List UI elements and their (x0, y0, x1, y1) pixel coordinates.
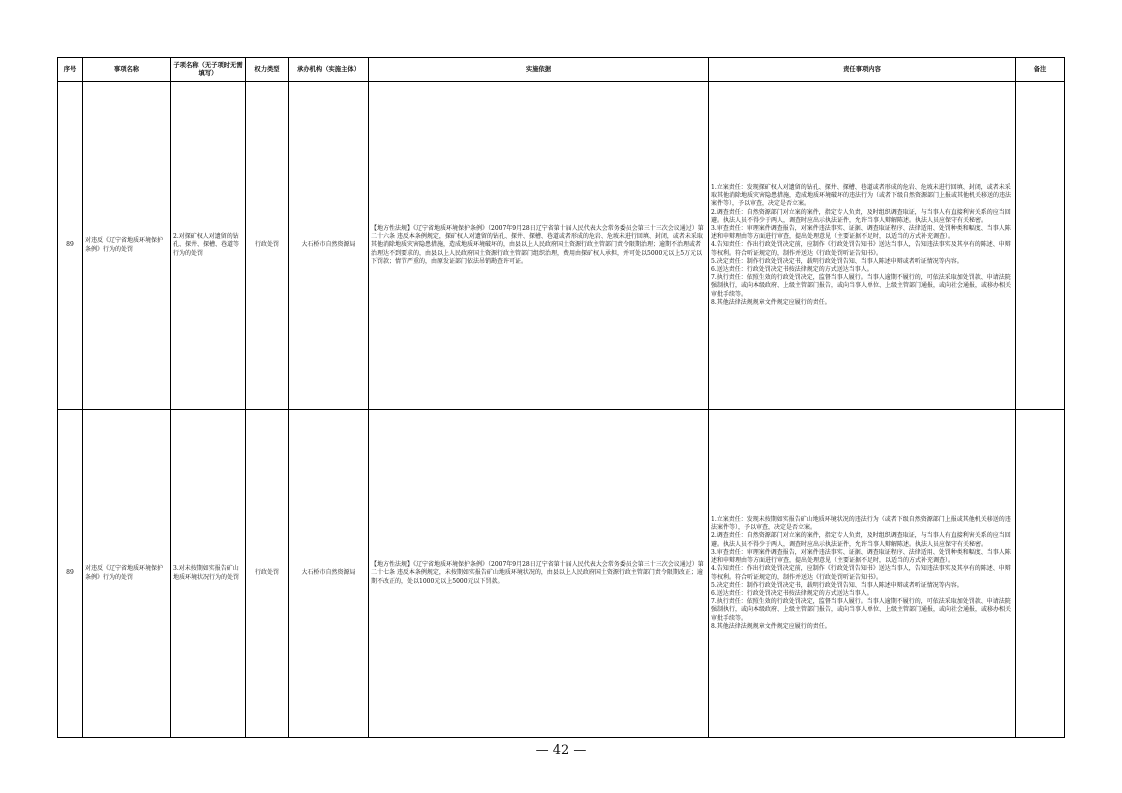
duty-item: 7.执行责任：依照生效的行政处罚决定，监督当事人履行。当事人逾期不履行的，可依法采取加处罚款、申请法院强制执行，或向本级政府、上级主管部门报告，或向当事人单位、上级主管部门通报，或向社会通报，或移办相关审批手续等。 (711, 598, 1012, 622)
cell-power-type: 行政处罚 (246, 82, 289, 410)
duty-item: 4.告知责任：作出行政处罚决定前，应制作《行政处罚告知书》送达当事人，告知违法事实及其享有的陈述、申辩等权利。符合听证规定的，制作并送达《行政处罚听证告知书》。 (711, 241, 1011, 257)
duty-item: 2.调查责任：自然资源部门对立案的案件，指定专人负责，及时组织调查取证，与当事人有直接利害关系的应当回避。执法人员不得少于两人，调查时应出示执法证件，允许当事人辩解陈述。执法人员应保守有关秘密。 (711, 208, 1011, 224)
duty-item: 3.审查责任：审理案件调查报告，对案件违法事实、证据、调查取证程序、法律适用、处罚种类和幅度、当事人陈述和申辩理由等方面进行审查，提出处理意见（主要证据不足时，以适当的方式补充调查）。 (711, 224, 1011, 241)
cell-power-type: 行政处罚 (246, 410, 289, 738)
cell-agency: 大石桥市自然资源局 (289, 410, 369, 738)
cell-basis: 【地方性法规】《辽宁省地质环境保护条例》（2007年9月28日辽宁省第十届人民代表大会常务委员会第三十三次会议通过）第二十七条 违反本条例规定，未按期如实报告矿山地质环境状况的，由县以上人民政府国土资源行政主管部门责令限期改正；逾期不改正的，处以1000元以上5000元以下罚款。 (369, 410, 709, 738)
cell-sub-item: 2.对探矿权人对遗留的钻孔、探井、探槽、巷道等行为的处罚 (171, 82, 246, 410)
duty-item: 6.送达责任：行政处罚决定书按法律规定的方式送达当事人。 (711, 266, 873, 273)
duty-item: 5.决定责任：制作行政处罚决定书，载明行政处罚告知、当事人陈述申辩或者听证情况等内容。 (711, 257, 963, 265)
duty-item: 2.调查责任：自然资源部门对立案的案件，指定专人负责，及时组织调查取证，与当事人有直接利害关系的应当回避。执法人员不得少于两人，调查时应出示执法证件，允许当事人辩解陈述。执法人员应保守有关秘密。 (711, 532, 1011, 548)
duty-item: 1.立案责任：发现探矿权人对遗留的钻孔、探井、探槽、巷道或者形成的危岩、危坡未进行回填、封闭，或者未采取其他消除地质灾害隐患措施，造成地质环境破坏的违法行为（或者下级自然资源部门上报或其他机关移送的违法案件等），予以审查，决定是否立案。 (711, 183, 1012, 208)
cell-basis: 【地方性法规】《辽宁省地质环境保护条例》（2007年9月28日辽宁省第十届人民代表大会常务委员会第三十三次会议通过）第二十六条 违反本条例规定，探矿权人对遗留的钻孔、探井、探槽、巷道或者形成的危岩、危坡未进行回填、封闭，或者未采取其他消除地质灾害隐患措施，造成地质环境破坏的，由县以上人民政府国土资源行政主管部门责令限期治理；逾期不治理或者治理达不到要求的，由县以上人民政府国土资源行政主管部门组织治理，费用由探矿权人承担，并可处以5000元以上5万元以下罚款；情节严重的，由原发证部门依法吊销勘查许可证。 (369, 82, 709, 410)
header-basis: 实施依据 (369, 58, 709, 82)
duty-item: 8.其他法律法规规章文件规定应履行的责任。 (711, 622, 831, 630)
duty-item: 8.其他法律法规规章文件规定应履行的责任。 (711, 298, 831, 306)
duty-item: 5.决定责任：制作行政处罚决定书，载明行政处罚告知、当事人陈述申辩或者听证情况等内容。 (711, 581, 963, 589)
table-row (58, 82, 1065, 410)
header-duty: 责任事项内容 (709, 58, 1016, 82)
table-row (58, 410, 1065, 738)
duty-item: 7.执行责任：依照生效的行政处罚决定，监督当事人履行。当事人逾期不履行的，可依法采取加处罚款、申请法院强制执行，或向本级政府、上级主管部门报告，或向当事人单位、上级主管部门通报，或向社会通报，或移办相关审批手续等。 (711, 274, 1012, 298)
duty-item: 1.立案责任：发现未按期如实报告矿山地质环境状况的违法行为（或者下级自然资源部门上报或其他机关移送的违法案件等），予以审查，决定是否立案。 (711, 516, 1011, 532)
cell-no: 89 (58, 410, 83, 738)
header-sub-item: 子项名称（无子项时无需填写） (171, 58, 246, 82)
page-number: — 42 — (535, 743, 587, 758)
duty-item: 6.送达责任：行政处罚决定书按法律规定的方式送达当事人。 (711, 589, 873, 597)
header-remark: 备注 (1016, 58, 1065, 82)
header-no: 序号 (58, 58, 83, 82)
table-header-row (58, 58, 1065, 82)
duty-item: 3.审查责任：审理案件调查报告，对案件违法事实、证据、调查取证程序、法律适用、处罚种类和幅度、当事人陈述和申辩理由等方面进行审查，提出处理意见（主要证据不足时，以适当的方式补充调查）。 (711, 548, 1011, 565)
header-item-name: 事项名称 (83, 58, 171, 82)
cell-remark (1016, 410, 1065, 738)
cell-item-name: 对违反《辽宁省地质环境保护条例》行为的处罚 (83, 82, 171, 410)
duty-item: 4.告知责任：作出行政处罚决定前，应制作《行政处罚告知书》送达当事人，告知违法事实及其享有的陈述、申辩等权利。符合听证规定的，制作并送达《行政处罚听证告知书》。 (711, 565, 1011, 581)
cell-item-name: 对违反《辽宁省地质环境保护条例》行为的处罚 (83, 410, 171, 738)
header-power-type: 权力类型 (246, 58, 289, 82)
cell-sub-item: 3.对未按期如实报告矿山地质环境状况行为的处罚 (171, 410, 246, 738)
cell-duty (709, 410, 1016, 738)
cell-duty (709, 82, 1016, 410)
cell-remark (1016, 82, 1065, 410)
header-agency: 承办机构（实施主体） (289, 58, 369, 82)
cell-agency: 大石桥市自然资源局 (289, 82, 369, 410)
responsibility-table (57, 57, 1065, 738)
cell-no: 89 (58, 82, 83, 410)
